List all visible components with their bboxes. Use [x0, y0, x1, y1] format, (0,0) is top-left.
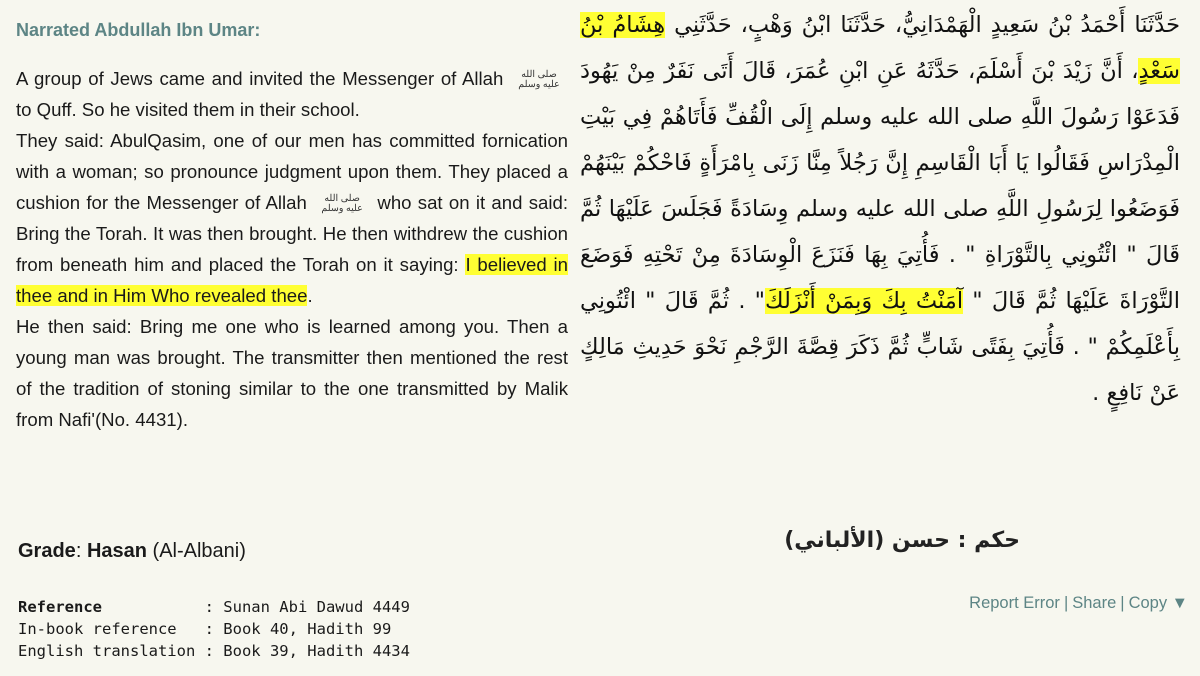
action-links: [969, 594, 1188, 613]
share-link[interactable]: Share: [1072, 594, 1117, 612]
text-span: .: [307, 285, 313, 306]
narrator-heading: Narrated Abdullah Ibn Umar:: [16, 20, 261, 40]
copy-dropdown[interactable]: Copy ▼: [1128, 594, 1188, 612]
separator: |: [1120, 594, 1125, 612]
reference-row: [18, 618, 410, 640]
report-error-link[interactable]: Report Error: [969, 594, 1060, 612]
text-span: A group of Jews came and invited the Messenger of Allah: [16, 68, 510, 89]
grade-label: Grade: [18, 540, 76, 562]
arabic-grade: حكم : حسن (الألباني): [784, 528, 1020, 553]
reference-key: In-book reference: [18, 620, 205, 638]
grade-source: (Al-Albani): [152, 540, 246, 562]
reference-key: Reference: [18, 598, 205, 616]
reference-value: : Book 40, Hadith 99: [204, 620, 392, 638]
arabic-span: ، أَنَّ زَيْدَ بْنَ أَسْلَمَ، حَدَّثَهُ عَنِ ابْنِ عُمَرَ، قَالَ أَتَى نَفَرٌ مِنْ يَهُودَ فَدَعَوْا رَسُولَ اللَّهِ صلى الله عليه وسلم إِلَى الْقُفِّ فَأَتَاهُمْ فِي بَيْتِ الْمِدْرَاسِ فَقَالُوا يَا أَبَا الْقَاسِمِ إِنَّ رَجُلاً مِنَّا زَنَى بِامْرَأَةٍ فَاحْكُمْ بَيْنَهُمْ فَوَضَعُوا لِرَسُولِ اللَّهِ صلى الله عليه وسلم وِسَادَةً فَجَلَسَ عَلَيْهَا ثُمَّ قَالَ " ائْتُونِي بِالتَّوْرَاةِ " . فَأُتِيَ بِهَا فَنَزَعَ الْوِسَادَةَ مِنْ تَحْتِهِ فَوَضَعَ التَّوْرَاةَ عَلَيْهَا ثُمَّ قَالَ ": [580, 58, 1180, 314]
pbuh-line-1: صلى الله: [521, 69, 557, 81]
pbuh-glyph: [510, 70, 568, 90]
english-panel: [16, 12, 568, 435]
reference-row: [18, 640, 410, 662]
paragraph-2: [16, 125, 568, 311]
reference-row: [18, 596, 410, 618]
text-span: who sat on it and said: Bring the Torah. It was then brought. He then withdrew the cushion from beneath him and placed the Torah on it saying:: [16, 192, 568, 275]
pbuh-line-2: عليه وسلم: [518, 79, 560, 91]
paragraph-3: He then said: Bring me one who is learned among you. Then a young man was brought. The transmitter then mentioned the rest of the tradition of stoning similar to the one transmitted by Malik from Nafi'(No. 4431).: [16, 316, 568, 430]
text-span: to Quff. So he visited them in their school.: [16, 99, 360, 120]
grade-line: Grade: Hasan (Al-Albani): [18, 540, 246, 562]
arabic-span: " . ثُمَّ قَالَ " ائْتُونِي بِأَعْلَمِكُمْ " . فَأُتِيَ بِفَتًى شَابٍّ ثُمَّ ذَكَرَ قِصَّةَ الرَّجْمِ نَحْوَ حَدِيثِ مَالِكٍ عَنْ نَافِعٍ .: [580, 288, 1180, 406]
reference-value: : Book 39, Hadith 4434: [204, 642, 410, 660]
pbuh-line-2: عليه وسلم: [321, 203, 363, 215]
text-span: They said: AbulQasim, one of our men has committed fornication with a woman; so pronounce judgment upon them. They placed a cushion for the Messenger of Allah: [16, 130, 568, 213]
separator: |: [1063, 594, 1069, 612]
reference-table: [18, 596, 410, 662]
paragraph-1: [16, 63, 568, 125]
highlighted-phrase: I believed in thee and in Him Who revealed thee: [16, 254, 569, 306]
english-text: [16, 63, 568, 435]
highlighted-phrase-arabic: آمَنْتُ بِكَ وَبِمَنْ أَنْزَلَكَ: [765, 288, 964, 314]
reference-key: English translation: [18, 642, 205, 660]
pbuh-line-1: صلى الله: [324, 193, 360, 205]
highlighted-narrator: هِشَامُ بْنُ سَعْدٍ: [580, 12, 1180, 84]
reference-value: : Sunan Abi Dawud 4449: [204, 598, 410, 616]
grade-value: Hasan: [86, 540, 147, 562]
arabic-text: [580, 2, 1180, 416]
pbuh-glyph: [313, 194, 371, 214]
arabic-span: حَدَّثَنَا أَحْمَدُ بْنُ سَعِيدٍ الْهَمْدَانِيُّ، حَدَّثَنَا ابْنُ وَهْبٍ، حَدَّثَنِي: [665, 12, 1181, 38]
